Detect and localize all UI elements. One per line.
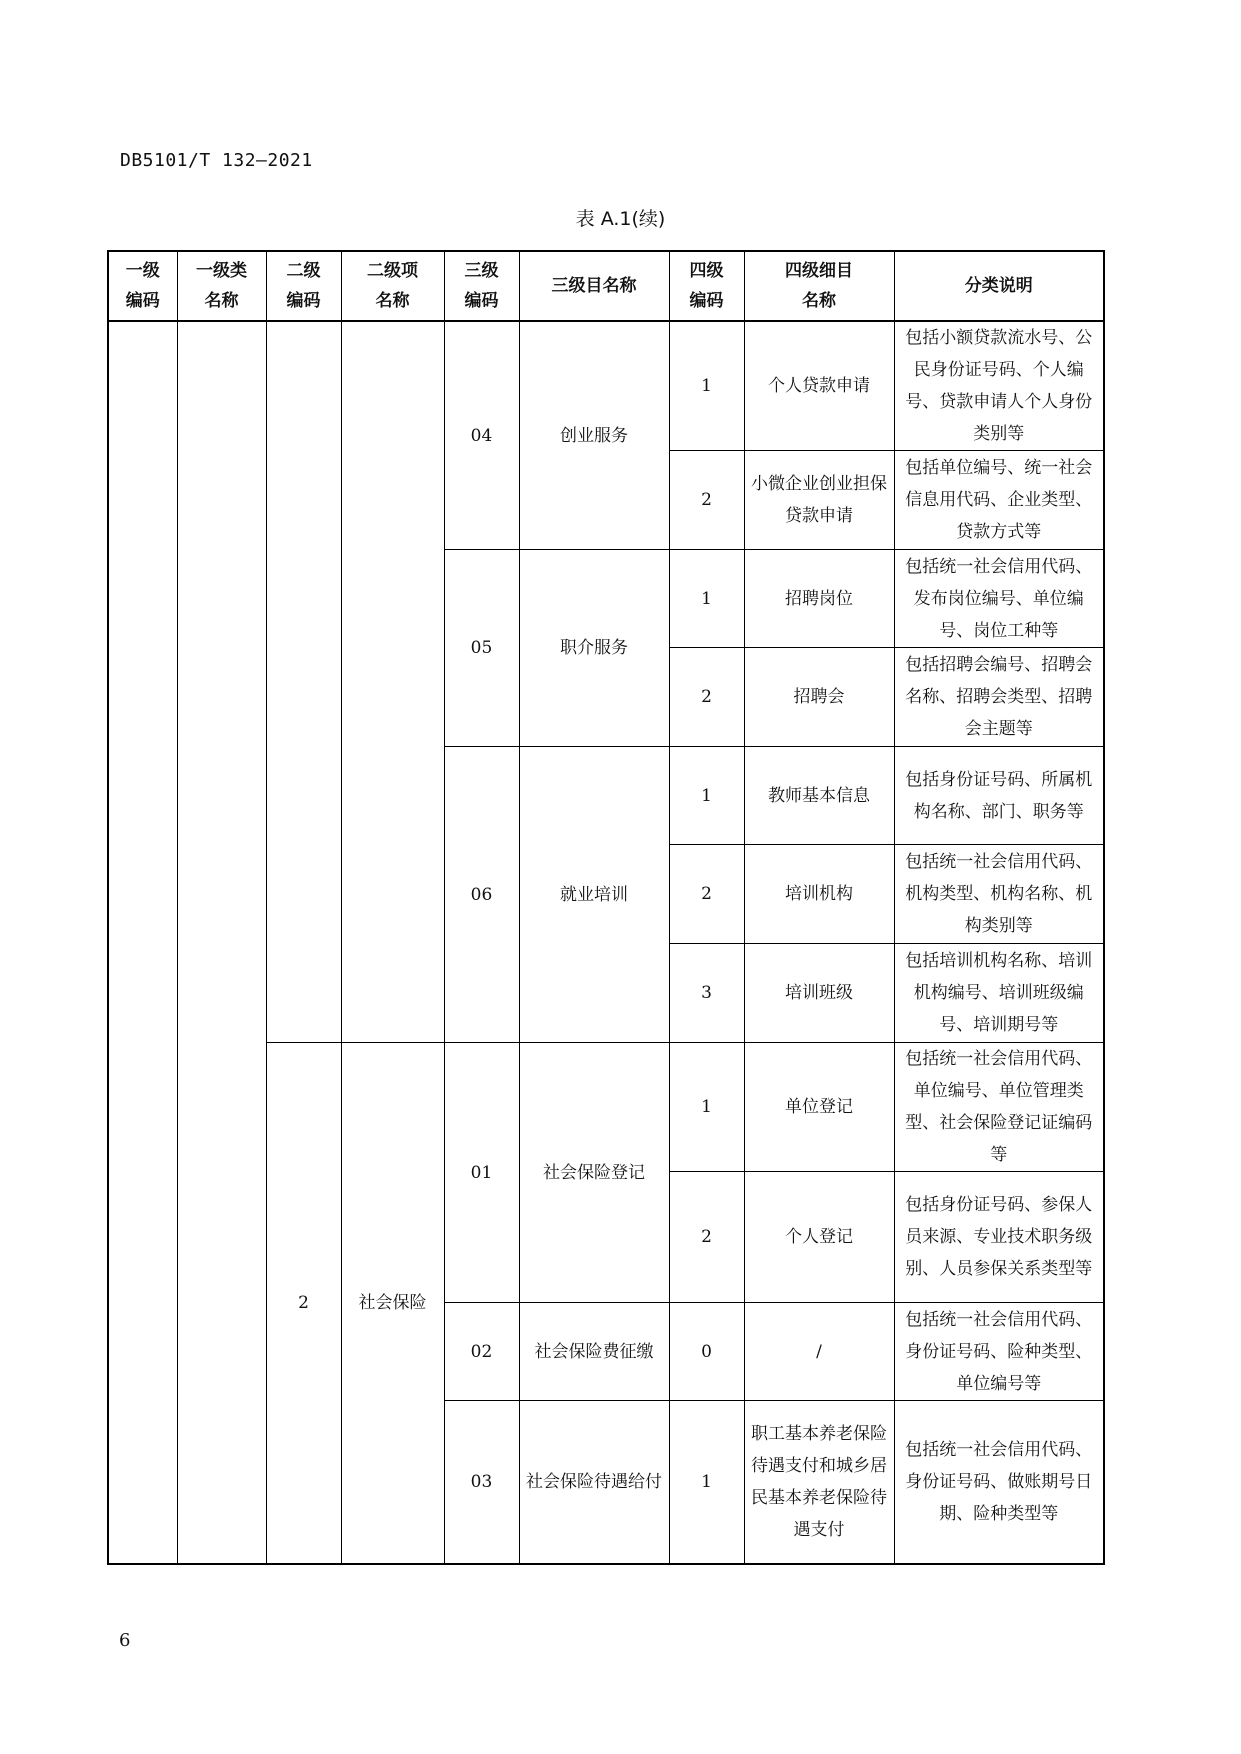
level4-code-cell: 2 bbox=[669, 451, 744, 550]
header-level4-name: 四级细目 名称 bbox=[744, 251, 894, 321]
level4-code-cell: 3 bbox=[669, 944, 744, 1043]
table-header-row bbox=[108, 251, 1104, 321]
description-cell: 包括小额贷款流水号、公民身份证号码、个人编号、贷款申请人个人身份类别等 bbox=[894, 321, 1104, 451]
level4-code-cell: 2 bbox=[669, 845, 744, 944]
description-cell: 包括身份证号码、所属机构名称、部门、职务等 bbox=[894, 747, 1104, 845]
level4-name-cell: 教师基本信息 bbox=[744, 747, 894, 845]
level4-code-cell: 1 bbox=[669, 747, 744, 845]
level2-code-cell: 2 bbox=[266, 1043, 341, 1564]
level4-code-cell: 1 bbox=[669, 1043, 744, 1172]
description-cell: 包括身份证号码、参保人员来源、专业技术职务级别、人员参保关系类型等 bbox=[894, 1172, 1104, 1303]
level4-name-cell: 招聘岗位 bbox=[744, 550, 894, 648]
header-description: 分类说明 bbox=[894, 251, 1104, 321]
level4-code-cell: 0 bbox=[669, 1303, 744, 1401]
level3-name-cell: 社会保险登记 bbox=[519, 1043, 669, 1303]
table-title: 表 A.1(续) bbox=[575, 208, 666, 230]
level4-name-cell: 培训机构 bbox=[744, 845, 894, 944]
level4-code-cell: 2 bbox=[669, 1172, 744, 1303]
level3-code-cell: 05 bbox=[444, 550, 519, 747]
level3-code-cell: 06 bbox=[444, 747, 519, 1043]
level2-name-cell: 社会保险 bbox=[341, 1043, 444, 1564]
level4-code-cell: 2 bbox=[669, 648, 744, 747]
level4-name-cell: 个人登记 bbox=[744, 1172, 894, 1303]
level1-code-cell bbox=[108, 321, 177, 1564]
level4-name-cell: 招聘会 bbox=[744, 648, 894, 747]
description-cell: 包括统一社会信用代码、发布岗位编号、单位编号、岗位工种等 bbox=[894, 550, 1104, 648]
level4-code-cell: 1 bbox=[669, 1401, 744, 1564]
description-cell: 包括培训机构名称、培训机构编号、培训班级编号、培训期号等 bbox=[894, 944, 1104, 1043]
level4-name-cell: 培训班级 bbox=[744, 944, 894, 1043]
description-cell: 包括招聘会编号、招聘会名称、招聘会类型、招聘会主题等 bbox=[894, 648, 1104, 747]
table-row bbox=[108, 321, 1104, 451]
level2-name-cell bbox=[341, 321, 444, 1043]
description-cell: 包括统一社会信用代码、身份证号码、做账期号日期、险种类型等 bbox=[894, 1401, 1104, 1564]
level3-name-cell: 社会保险费征缴 bbox=[519, 1303, 669, 1401]
level4-name-cell: / bbox=[744, 1303, 894, 1401]
classification-table bbox=[107, 250, 1105, 1565]
document-code: DB5101/T 132—2021 bbox=[120, 150, 313, 171]
level3-code-cell: 04 bbox=[444, 321, 519, 550]
level4-name-cell: 小微企业创业担保贷款申请 bbox=[744, 451, 894, 550]
header-level3-name: 三级目名称 bbox=[519, 251, 669, 321]
level3-code-cell: 01 bbox=[444, 1043, 519, 1303]
level3-name-cell: 创业服务 bbox=[519, 321, 669, 550]
level4-name-cell: 职工基本养老保险待遇支付和城乡居民基本养老保险待遇支付 bbox=[744, 1401, 894, 1564]
level2-code-cell bbox=[266, 321, 341, 1043]
header-level2-name: 二级项 名称 bbox=[341, 251, 444, 321]
header-level1-name: 一级类 名称 bbox=[177, 251, 266, 321]
header-level1-code: 一级 编码 bbox=[108, 251, 177, 321]
level4-name-cell: 单位登记 bbox=[744, 1043, 894, 1172]
header-level4-code: 四级 编码 bbox=[669, 251, 744, 321]
header-level2-code: 二级 编码 bbox=[266, 251, 341, 321]
level3-name-cell: 社会保险待遇给付 bbox=[519, 1401, 669, 1564]
level4-name-cell: 个人贷款申请 bbox=[744, 321, 894, 451]
description-cell: 包括单位编号、统一社会信息用代码、企业类型、贷款方式等 bbox=[894, 451, 1104, 550]
level4-code-cell: 1 bbox=[669, 321, 744, 451]
description-cell: 包括统一社会信用代码、身份证号码、险种类型、单位编号等 bbox=[894, 1303, 1104, 1401]
page-number: 6 bbox=[119, 1630, 131, 1651]
header-level3-code: 三级 编码 bbox=[444, 251, 519, 321]
level3-name-cell: 职介服务 bbox=[519, 550, 669, 747]
level3-code-cell: 03 bbox=[444, 1401, 519, 1564]
description-cell: 包括统一社会信用代码、机构类型、机构名称、机构类别等 bbox=[894, 845, 1104, 944]
level3-code-cell: 02 bbox=[444, 1303, 519, 1401]
level1-name-cell bbox=[177, 321, 266, 1564]
level4-code-cell: 1 bbox=[669, 550, 744, 648]
description-cell: 包括统一社会信用代码、单位编号、单位管理类型、社会保险登记证编码等 bbox=[894, 1043, 1104, 1172]
level3-name-cell: 就业培训 bbox=[519, 747, 669, 1043]
